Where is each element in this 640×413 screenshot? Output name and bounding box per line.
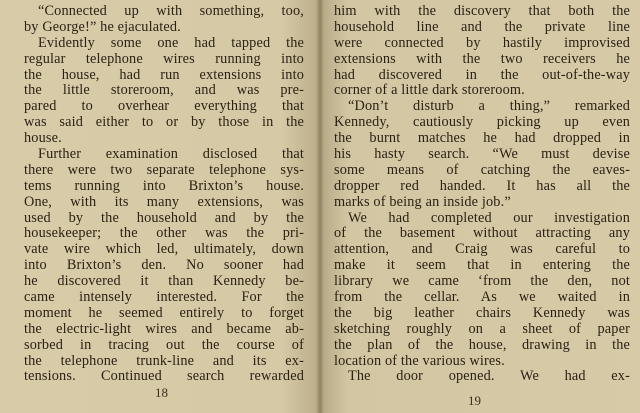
text-line: from the cellar. As we waited in [334, 289, 630, 306]
text-line: location of the various wires. [334, 352, 505, 369]
text-line: the telephone trunk-line and its ex- [24, 352, 304, 369]
text-line: the little storeroom, and was pre- [24, 82, 304, 99]
text-line: The door opened. We had ex- [348, 368, 630, 385]
text-line: sketching roughly on a sheet of paper [334, 320, 630, 337]
text-line: attention, and Craig was careful to [334, 241, 630, 258]
text-line: came intensely interested. For the [24, 289, 304, 306]
text-line: him with the discovery that both the [334, 3, 630, 19]
text-line: tems running into Brixton’s house. [24, 177, 304, 194]
text-line: Evidently some one had tapped the [38, 34, 304, 51]
text-line: vate wire which led, ultimately, down [24, 241, 304, 258]
text-line: used by the household and by the [24, 209, 304, 226]
text-line: “Connected up with something, too, [38, 3, 304, 19]
page-number-left: 18 [155, 385, 168, 400]
text-line: had discovered in the out-of-the-way [334, 66, 630, 83]
text-line: tensions. Continued search rewarded [24, 368, 304, 385]
text-line: there were two separate telephone sys- [24, 161, 304, 178]
text-line: by George!” he ejaculated. [24, 18, 181, 35]
text-line: the electric-light wires and became ab- [24, 320, 304, 337]
text-line: One, with its many extensions, was [24, 193, 304, 210]
right-page-text [334, 4, 630, 385]
text-line: pared to overhear everything that [24, 98, 304, 115]
text-line: the house, had run extensions into [24, 66, 304, 83]
text-line: his hasty search. “We must devise [334, 146, 630, 163]
text-line: housekeeper; the other was the pri- [24, 225, 304, 242]
text-line: Kennedy, cautiously picking up even [334, 114, 630, 131]
text-line: Further examination disclosed that [38, 146, 304, 163]
left-page-text [24, 4, 304, 385]
text-line: the plan of the house, drawing in the [334, 336, 630, 353]
text-line: make it seem that in entering the [334, 257, 630, 274]
text-line: dropper red handed. It has all the [334, 177, 630, 194]
text-line: “Don’t disturb a thing,” remarked [348, 98, 630, 115]
text-line: marks of being an inside job.” [334, 193, 511, 210]
text-line: extensions with the two receivers he [334, 50, 630, 67]
text-line: was said either to or by those in the [24, 114, 304, 131]
text-line: household line and the private line [334, 18, 630, 35]
text-line: library we came ‘from the den, not [334, 273, 630, 290]
book-gutter [316, 0, 324, 413]
text-line: of the basement without attracting any [334, 225, 630, 242]
text-line: the big leather chairs Kennedy was [334, 304, 630, 321]
text-line: some means of catching the eaves- [334, 161, 630, 178]
text-line: into Brixton’s den. No sooner had [24, 257, 304, 274]
text-line: regular telephone wires running into [24, 50, 304, 67]
text-line: house. [24, 130, 62, 147]
text-line: corner of a little dark storeroom. [334, 82, 525, 99]
right-page [320, 0, 640, 413]
text-line: We had completed our investigation [348, 209, 630, 226]
text-line: sorbed in tracing out the course of [24, 336, 304, 353]
text-line: he discovered it than Kennedy be- [24, 273, 304, 290]
text-line: were connected by hastily improvised [334, 34, 630, 51]
text-line: the burnt matches he had dropped in [334, 130, 630, 147]
page-number-right: 19 [468, 393, 481, 408]
text-line: moment he seemed entirely to forget [24, 304, 304, 321]
